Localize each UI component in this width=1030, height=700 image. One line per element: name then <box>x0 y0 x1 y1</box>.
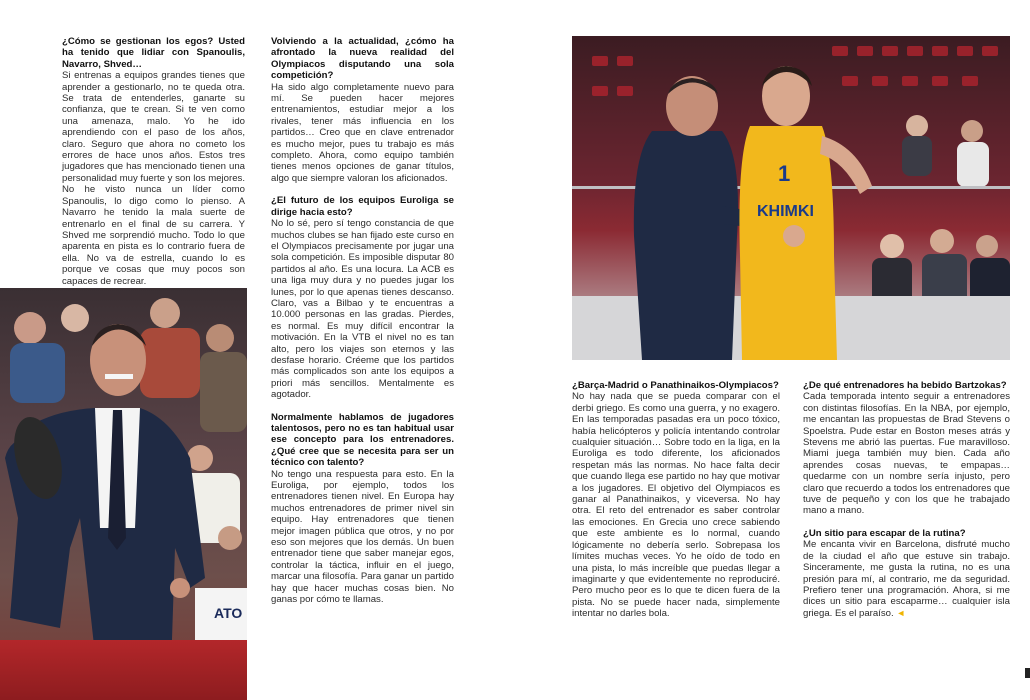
board-text: ATO <box>214 605 243 621</box>
article-column-1 <box>62 36 245 298</box>
question-derby: ¿Barça-Madrid o Panathinaikos-Olympiacos? <box>572 380 779 391</box>
question-euroleague-future: ¿El futuro de los equipos Euroliga se dirige hacia esto? <box>271 195 454 218</box>
article-column-4 <box>803 380 1010 630</box>
page-edge-tab <box>1025 668 1030 678</box>
answer-coach-talent: No tengo una respuesta para esto. En la Euroliga, por ejemplo, todos los entrenadores tienen nivel. En Europa hay muchos entrenadores de primer nivel sin equipo. Hay entrenadores que tienen mejor imagen pública que otros, y no por eso son mejores que los demás. Un buen entrenador tiene que saber manejar egos, controlar la táctica, influir en el juego, marcar una filosofía. Para ganar un partido hay que hacer muchas cosas bien. No ganas por cómo te llamas. <box>271 468 454 606</box>
question-escape: ¿Un sitio para escapar de la rutina? <box>803 527 966 539</box>
court-floor <box>0 640 247 700</box>
coach-sideline-photo <box>0 288 247 700</box>
article-column-3 <box>572 380 780 631</box>
question-egos: ¿Cómo se gestionan los egos? Usted ha tenido que lidiar con Spanoulis, Navarro, Shved… <box>62 36 245 70</box>
answer-euroleague-future: No lo sé, pero sí tengo constancia de que muchos clubes se han fijado este curso en el Olympiacos precisamente por jugar una sola competición. Es imposible disputar 80 partidos al año. Es una locura. La ACB es una liga muy dura y no puedes jugar los lunes, por lo que apenas tienes descanso. Claro, vas a Bilbao y te encuentras a 10.000 personas en las gradas. Pierdes, es normal. Es muy difícil encontrar la motivación. En la VTB el nivel no es tan alto, pero los viajes son eternos y las desfase horario. Créeme que los partidos más complicados son ante los equipos a priori más sencillos. Mentalmente es agotador. <box>271 218 454 401</box>
answer-egos: Si entrenas a equipos grandes tienes que aprender a gestionarlo, no te queda otra. Se trata de entenderles, ganarte su confianza, que te crean. Si te ven como una amenaza, malo. Yo he ido aprendiendo con el paso de los años, claro. Seguro que ahora no cometo los errores de hace unos años. Estos tres jugadores que has mencionado tienen una personalidad muy fuerte y son los mejores. No he visto nunca un líder como Spanoulis, lo digo como lo pienso. A Navarro he tenido la mala suerte de entrenarlo en el final de su carrera. Y Shved me sorprendió mucho. Todo lo que aparenta en pista es lo contrario fuera de ella. No va de estrella, cuando lo es porque ve cosas que muy pocos son capaces de recrear. <box>62 70 245 287</box>
question-coach-talent: Normalmente hablamos de jugadores talentosos, pero no es tan habitual usar ese concepto para los entrenadores. ¿Qué cree que se necesita para ser un técnico con talento? <box>271 411 454 469</box>
article-column-2 <box>271 36 454 617</box>
answer-derby: No hay nada que se pueda comparar con el derbi griego. Es como una guerra, y no exagero. En las temporadas pasadas era un poco tóxico, había helicópteros y policía intentando controlar cualquier situación… Sobre todo en la liga, en la Euroliga es todo diferente, los aficionados respetan más las normas. No hace falta decir que cuando llega ese partido no hay que motivar a los jugadores. El objetivo del Olympiacos es ganar al Panathinaikos, y viceversa. No hay otra. El reto del entrenador es saber controlar las emociones. En Grecia uno crece sabiendo que este ambiente es lo normal, cuando lógicamente no debería serlo. Sobrepasa los límites muchas veces. Yo he oído de todo en una pista, lo más increíble que puedas llegar a imaginarte y que evidentemente no reproduciré. Pero mucho peor es lo que te dicen fuera de la pista. No se puede hacer nada, simplemente intentar no darles bola. <box>572 391 780 620</box>
coach-sideline-illustration <box>0 288 247 700</box>
question-influences: ¿De qué entrenadores ha bebido Bartzokas? <box>803 380 1007 391</box>
answer-olympiacos-one-competition: Ha sido algo completamente nuevo para mí. Se pueden hacer mejores entrenamientos, estudiar mejor a los rivales, tener más influencia en los partidos… Creo que en clave entrenador es mucho mejor, pues tu trabajo es más completo. Ahora, como equipo también tienes menos opciones de ganar títulos, algo que siempre valoran los aficionados. <box>271 81 454 184</box>
coach-player-photo <box>572 36 1010 360</box>
answer-influences: Cada temporada intento seguir a entrenadores con distintas filosofías. En la NBA, por ejemplo, me encantan las propuestas de Brad Stevens o Spoelstra. Pude estar en Boston meses atrás y Stevens me abrió las puertas. Fue maravilloso. Miami juega también muy bien. Cada año aprendes cosas nuevas, te empapas… quedarme con un nombre sería injusto, pero claro que recuerdo a todos los entrenadores que tuve de pequeño y con los que he trabajado mano a mano. <box>803 391 1010 517</box>
question-olympiacos-one-competition: Volviendo a la actualidad, ¿cómo ha afrontado la nueva realidad del Olympiacos disputando una sola competición? <box>271 36 454 82</box>
coach-player-illustration <box>572 36 1010 360</box>
answer-escape-text: Me encanta vivir en Barcelona, disfruté mucho de la ciudad el año que estuve sin trabajo. Sinceramente, me gusta la rutina, no es una presión para mí, al contrario, me da seguridad. Prefiero tener una programación. Ahora, si me dices un sitio para escaparme… cualquier isla griega. Es el paraíso. <box>803 539 1010 619</box>
end-of-article-icon: ◄ <box>896 607 906 618</box>
answer-escape <box>803 539 1010 619</box>
jersey-text: KHIMKI <box>757 203 814 220</box>
jersey-number: 1 <box>778 161 791 186</box>
